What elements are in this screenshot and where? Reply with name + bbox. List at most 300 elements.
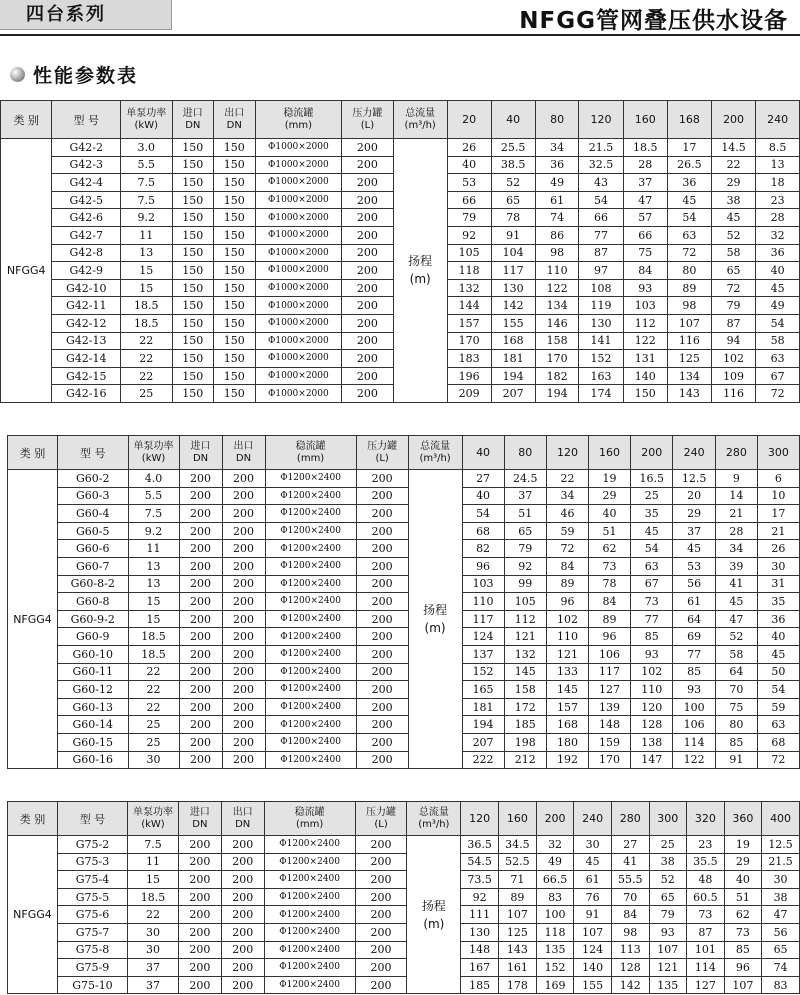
power-header (128, 436, 179, 470)
head-value-cell: 26 (447, 139, 491, 157)
outlet-header-label: 出口 (232, 806, 253, 818)
power-cell: 18.5 (120, 314, 172, 332)
outlet-cell: 200 (221, 941, 264, 959)
head-value-cell: 122 (673, 751, 715, 769)
head-value-cell: 158 (504, 681, 546, 699)
head-value-cell: 56 (762, 923, 800, 941)
head-value-cell: 65 (762, 941, 800, 959)
head-value-cell: 23 (756, 191, 800, 209)
head-value-cell: 84 (546, 557, 588, 575)
head-value-cell: 222 (462, 751, 504, 769)
head-value-cell: 116 (711, 385, 755, 403)
head-value-cell: 34 (535, 139, 579, 157)
power-cell: 25 (128, 716, 179, 734)
pressure-tank-cell: 200 (356, 575, 408, 593)
pressure-tank-header-unit: (L) (360, 119, 375, 131)
head-value-cell: 72 (711, 279, 755, 297)
model-cell: G42-16 (52, 385, 121, 403)
head-value-cell: 183 (447, 350, 491, 368)
power-cell: 30 (127, 941, 178, 959)
head-value-cell: 20 (673, 487, 715, 505)
power-cell: 5.5 (120, 156, 172, 174)
head-value-cell: 9 (715, 470, 757, 488)
model-cell: G60-16 (57, 751, 128, 769)
head-value-cell: 38 (649, 853, 686, 871)
model-cell: G42-15 (52, 367, 121, 385)
pressure-tank-cell: 200 (356, 698, 408, 716)
category-cell: NFGG4 (8, 836, 58, 994)
head-value-cell: 53 (447, 174, 491, 192)
head-value-cell: 41 (715, 575, 757, 593)
head-value-cell: 93 (649, 923, 686, 941)
table-row (8, 487, 800, 505)
power-cell: 15 (127, 871, 178, 889)
head-value-cell: 102 (631, 663, 673, 681)
inlet-cell: 200 (179, 505, 222, 523)
head-label-cell (408, 470, 462, 769)
head-value-cell: 107 (574, 923, 611, 941)
tank-header-label: 稳流罐 (295, 440, 326, 452)
power-cell: 15 (128, 610, 179, 628)
tank-header-unit: (mm) (295, 818, 324, 830)
head-value-cell: 52 (711, 226, 755, 244)
head-value-cell: 49 (536, 853, 574, 871)
power-header-unit: (kW) (134, 119, 158, 131)
pressure-tank-header (355, 802, 407, 836)
head-value-cell: 26.5 (667, 156, 711, 174)
head-value-cell: 26 (757, 540, 799, 558)
head-value-cell: 112 (504, 610, 546, 628)
head-value-cell: 105 (447, 244, 491, 262)
head-value-cell: 170 (535, 350, 579, 368)
head-value-cell: 152 (579, 350, 623, 368)
table-row (8, 888, 800, 906)
head-value-cell: 212 (504, 751, 546, 769)
table-row (8, 628, 800, 646)
head-value-cell: 12.5 (673, 470, 715, 488)
head-value-cell: 140 (623, 367, 667, 385)
head-value-cell: 121 (504, 628, 546, 646)
inlet-cell: 200 (179, 681, 222, 699)
model-cell: G60-14 (57, 716, 128, 734)
inlet-header-label: 进口 (189, 806, 210, 818)
inlet-cell: 200 (179, 540, 222, 558)
pressure-tank-cell: 200 (356, 593, 408, 611)
flow-column-header: 280 (715, 436, 757, 470)
head-unit: (m) (423, 916, 445, 931)
head-value-cell: 63 (667, 226, 711, 244)
model-cell: G60-2 (57, 470, 128, 488)
head-value-cell: 85 (715, 733, 757, 751)
pressure-tank-cell: 200 (355, 959, 407, 977)
tank-size-cell: Φ1000×2000 (255, 297, 342, 315)
head-value-cell: 161 (498, 959, 536, 977)
outlet-header-unit: DN (235, 452, 252, 464)
pressure-tank-cell: 200 (356, 751, 408, 769)
head-value-cell: 128 (611, 959, 649, 977)
flow-column-header: 120 (579, 101, 623, 139)
performance-table-2 (7, 435, 800, 769)
outlet-header-label: 出口 (233, 440, 254, 452)
head-value-cell: 194 (491, 367, 535, 385)
head-value-cell: 29 (711, 174, 755, 192)
head-value-cell: 194 (535, 385, 579, 403)
head-value-cell: 139 (589, 698, 631, 716)
pressure-tank-header-unit: (L) (375, 452, 389, 464)
head-value-cell: 62 (724, 906, 761, 924)
head-value-cell: 165 (462, 681, 504, 699)
head-value-cell: 130 (491, 279, 535, 297)
head-value-cell: 59 (546, 522, 588, 540)
head-value-cell: 155 (574, 976, 611, 994)
flow-column-header: 80 (504, 436, 546, 470)
inlet-cell: 150 (172, 350, 213, 368)
head-value-cell: 106 (589, 645, 631, 663)
pressure-tank-cell: 200 (342, 367, 393, 385)
outlet-cell: 200 (222, 522, 265, 540)
head-value-cell: 12.5 (762, 836, 800, 854)
head-label: 扬程 (421, 898, 446, 913)
pressure-tank-cell: 200 (356, 487, 408, 505)
head-value-cell: 92 (447, 226, 491, 244)
head-value-cell: 14.5 (711, 139, 755, 157)
pressure-tank-cell: 200 (342, 385, 393, 403)
head-value-cell: 114 (673, 733, 715, 751)
head-value-cell: 51 (504, 505, 546, 523)
outlet-cell: 200 (222, 663, 265, 681)
head-value-cell: 185 (504, 716, 546, 734)
outlet-header (221, 802, 264, 836)
head-value-cell: 110 (462, 593, 504, 611)
pressure-tank-cell: 200 (342, 297, 393, 315)
head-value-cell: 163 (579, 367, 623, 385)
outlet-cell: 200 (222, 681, 265, 699)
head-value-cell: 61 (574, 871, 611, 889)
power-cell: 22 (120, 367, 172, 385)
section-heading (10, 62, 138, 86)
head-value-cell: 40 (447, 156, 491, 174)
flow-column-header: 200 (536, 802, 574, 836)
model-cell: G42-5 (52, 191, 121, 209)
outlet-cell: 200 (221, 888, 264, 906)
head-value-cell: 19 (724, 836, 761, 854)
head-value-cell: 134 (535, 297, 579, 315)
head-value-cell: 61 (673, 593, 715, 611)
head-value-cell: 127 (589, 681, 631, 699)
head-value-cell: 142 (491, 297, 535, 315)
head-value-cell: 143 (498, 941, 536, 959)
pressure-tank-cell: 200 (356, 540, 408, 558)
head-value-cell: 131 (623, 350, 667, 368)
head-value-cell: 87 (579, 244, 623, 262)
head-value-cell: 18.5 (623, 139, 667, 157)
flow-column-header: 80 (535, 101, 579, 139)
model-cell: G42-11 (52, 297, 121, 315)
head-value-cell: 10 (757, 487, 799, 505)
head-value-cell: 37 (504, 487, 546, 505)
tank-size-cell: Φ1200×2400 (264, 923, 355, 941)
power-cell: 7.5 (120, 191, 172, 209)
tank-size-cell: Φ1200×2400 (264, 888, 355, 906)
tank-size-cell: Φ1200×2400 (265, 505, 356, 523)
head-value-cell: 34.5 (498, 836, 536, 854)
head-value-cell: 130 (461, 923, 499, 941)
head-value-cell: 91 (715, 751, 757, 769)
head-value-cell: 66 (623, 226, 667, 244)
head-value-cell: 53 (673, 557, 715, 575)
head-value-cell: 168 (491, 332, 535, 350)
head-value-cell: 56 (673, 575, 715, 593)
inlet-cell: 150 (172, 279, 213, 297)
head-value-cell: 110 (535, 262, 579, 280)
head-value-cell: 192 (546, 751, 588, 769)
head-value-cell: 84 (623, 262, 667, 280)
head-value-cell: 47 (623, 191, 667, 209)
model-header: 型 号 (52, 101, 121, 139)
head-value-cell: 66 (447, 191, 491, 209)
pressure-tank-cell: 200 (342, 314, 393, 332)
outlet-cell: 150 (214, 297, 255, 315)
head-value-cell: 70 (715, 681, 757, 699)
table-row (8, 505, 800, 523)
outlet-cell: 200 (221, 906, 264, 924)
outlet-cell: 200 (222, 505, 265, 523)
flow-column-header: 360 (724, 802, 761, 836)
head-value-cell: 28 (756, 209, 800, 227)
page-header (0, 0, 800, 38)
inlet-cell: 200 (179, 733, 222, 751)
head-value-cell: 117 (491, 262, 535, 280)
head-value-cell: 100 (536, 906, 574, 924)
head-value-cell: 54 (579, 191, 623, 209)
head-value-cell: 30 (762, 871, 800, 889)
head-value-cell: 61 (535, 191, 579, 209)
flow-column-header: 240 (574, 802, 611, 836)
head-value-cell: 49 (756, 297, 800, 315)
head-value-cell: 14 (715, 487, 757, 505)
flow-column-header: 120 (461, 802, 499, 836)
pressure-tank-cell: 200 (342, 139, 393, 157)
head-value-cell: 77 (579, 226, 623, 244)
power-cell: 13 (128, 575, 179, 593)
inlet-cell: 200 (179, 470, 222, 488)
head-value-cell: 19 (589, 470, 631, 488)
pressure-tank-cell: 200 (356, 663, 408, 681)
head-value-cell: 125 (498, 923, 536, 941)
document-title: NFGG管网叠压供水设备 (519, 8, 788, 34)
tank-size-cell: Φ1200×2400 (265, 716, 356, 734)
inlet-header-unit: DN (192, 452, 209, 464)
head-value-cell: 96 (462, 557, 504, 575)
head-value-cell: 73 (631, 593, 673, 611)
inlet-cell: 200 (179, 751, 222, 769)
pressure-tank-cell: 200 (342, 174, 393, 192)
model-cell: G75-6 (57, 906, 127, 924)
head-value-cell: 47 (762, 906, 800, 924)
head-value-cell: 36 (667, 174, 711, 192)
head-value-cell: 27 (462, 470, 504, 488)
outlet-cell: 200 (221, 959, 264, 977)
head-value-cell: 39 (715, 557, 757, 575)
head-value-cell: 22 (546, 470, 588, 488)
head-value-cell: 34 (546, 487, 588, 505)
head-value-cell: 98 (667, 297, 711, 315)
table-row (8, 610, 800, 628)
head-value-cell: 38.5 (491, 156, 535, 174)
head-value-cell: 28 (715, 522, 757, 540)
head-value-cell: 71 (498, 871, 536, 889)
power-header-label: 单泵功率 (132, 806, 173, 818)
head-value-cell: 36 (757, 610, 799, 628)
outlet-cell: 150 (214, 174, 255, 192)
outlet-cell: 200 (222, 540, 265, 558)
head-value-cell: 64 (715, 663, 757, 681)
outlet-cell: 200 (221, 923, 264, 941)
head-value-cell: 62 (589, 540, 631, 558)
head-value-cell: 32 (756, 226, 800, 244)
head-value-cell: 47 (715, 610, 757, 628)
head-value-cell: 76 (574, 888, 611, 906)
head-value-cell: 40 (756, 262, 800, 280)
head-value-cell: 13 (756, 156, 800, 174)
table-row (8, 557, 800, 575)
flow-column-header: 120 (546, 436, 588, 470)
head-value-cell: 85 (724, 941, 761, 959)
head-value-cell: 37 (623, 174, 667, 192)
tank-size-cell: Φ1000×2000 (255, 262, 342, 280)
head-value-cell: 170 (447, 332, 491, 350)
head-value-cell: 168 (546, 716, 588, 734)
model-cell: G42-6 (52, 209, 121, 227)
head-value-cell: 196 (447, 367, 491, 385)
head-value-cell: 45 (667, 191, 711, 209)
head-value-cell: 145 (504, 663, 546, 681)
outlet-cell: 150 (214, 191, 255, 209)
outlet-cell: 150 (214, 332, 255, 350)
head-value-cell: 122 (623, 332, 667, 350)
head-value-cell: 41 (611, 853, 649, 871)
pressure-tank-cell: 200 (356, 522, 408, 540)
inlet-cell: 150 (172, 156, 213, 174)
outlet-cell: 200 (222, 557, 265, 575)
outlet-cell: 200 (222, 698, 265, 716)
head-value-cell: 89 (546, 575, 588, 593)
head-value-cell: 121 (546, 645, 588, 663)
inlet-cell: 200 (178, 853, 221, 871)
category-cell: NFGG4 (1, 139, 52, 403)
power-cell: 18.5 (120, 297, 172, 315)
power-cell: 22 (128, 698, 179, 716)
head-value-cell: 172 (504, 698, 546, 716)
head-value-cell: 146 (535, 314, 579, 332)
head-value-cell: 143 (667, 385, 711, 403)
table-row (8, 663, 800, 681)
pressure-tank-cell: 200 (356, 505, 408, 523)
outlet-cell: 200 (222, 645, 265, 663)
pressure-tank-cell: 200 (342, 332, 393, 350)
model-header: 型 号 (57, 802, 127, 836)
model-cell: G42-12 (52, 314, 121, 332)
power-cell: 22 (127, 906, 178, 924)
pressure-tank-header-label: 压力罐 (367, 440, 398, 452)
head-value-cell: 45 (756, 279, 800, 297)
flow-column-header: 160 (589, 436, 631, 470)
power-cell: 22 (128, 681, 179, 699)
power-cell: 3.0 (120, 139, 172, 157)
head-value-cell: 96 (589, 628, 631, 646)
power-header-unit: (kW) (141, 452, 166, 464)
power-cell: 5.5 (128, 487, 179, 505)
head-value-cell: 59 (757, 698, 799, 716)
head-value-cell: 51 (724, 888, 761, 906)
inlet-cell: 200 (179, 698, 222, 716)
head-value-cell: 77 (673, 645, 715, 663)
head-value-cell: 209 (447, 385, 491, 403)
head-label-cell (407, 836, 461, 994)
head-value-cell: 58 (756, 332, 800, 350)
head-value-cell: 85 (631, 628, 673, 646)
head-value-cell: 25.5 (491, 139, 535, 157)
head-value-cell: 29 (724, 853, 761, 871)
outlet-header (214, 101, 255, 139)
table-row (8, 575, 800, 593)
model-cell: G60-10 (57, 645, 128, 663)
flow-column-header: 400 (762, 802, 800, 836)
head-value-cell: 40 (589, 505, 631, 523)
table-row (8, 698, 800, 716)
inlet-cell: 200 (178, 923, 221, 941)
tank-size-cell: Φ1000×2000 (255, 350, 342, 368)
head-value-cell: 40 (462, 487, 504, 505)
bullet-icon (10, 67, 25, 82)
outlet-cell: 200 (221, 853, 264, 871)
inlet-cell: 200 (178, 976, 221, 994)
head-value-cell: 185 (461, 976, 499, 994)
head-value-cell: 102 (546, 610, 588, 628)
outlet-header-unit: DN (226, 119, 242, 131)
head-value-cell: 118 (447, 262, 491, 280)
head-value-cell: 89 (667, 279, 711, 297)
power-cell: 22 (120, 350, 172, 368)
outlet-cell: 200 (222, 470, 265, 488)
head-value-cell: 157 (447, 314, 491, 332)
table-row (8, 716, 800, 734)
outlet-header (222, 436, 265, 470)
tank-size-cell: Φ1000×2000 (255, 209, 342, 227)
model-cell: G42-7 (52, 226, 121, 244)
model-cell: G60-8-2 (57, 575, 128, 593)
inlet-cell: 150 (172, 367, 213, 385)
tank-size-cell: Φ1200×2400 (264, 941, 355, 959)
flow-column-header: 240 (756, 101, 800, 139)
table-row (8, 751, 800, 769)
model-cell: G75-2 (57, 836, 127, 854)
model-cell: G42-13 (52, 332, 121, 350)
head-value-cell: 152 (536, 959, 574, 977)
head-value-cell: 207 (491, 385, 535, 403)
outlet-cell: 200 (222, 628, 265, 646)
head-value-cell: 93 (673, 681, 715, 699)
head-value-cell: 180 (546, 733, 588, 751)
head-value-cell: 89 (589, 610, 631, 628)
category-cell: NFGG4 (8, 470, 58, 769)
power-cell: 18.5 (127, 888, 178, 906)
head-value-cell: 170 (589, 751, 631, 769)
power-header (127, 802, 178, 836)
head-value-cell: 130 (579, 314, 623, 332)
head-value-cell: 152 (462, 663, 504, 681)
head-value-cell: 92 (504, 557, 546, 575)
